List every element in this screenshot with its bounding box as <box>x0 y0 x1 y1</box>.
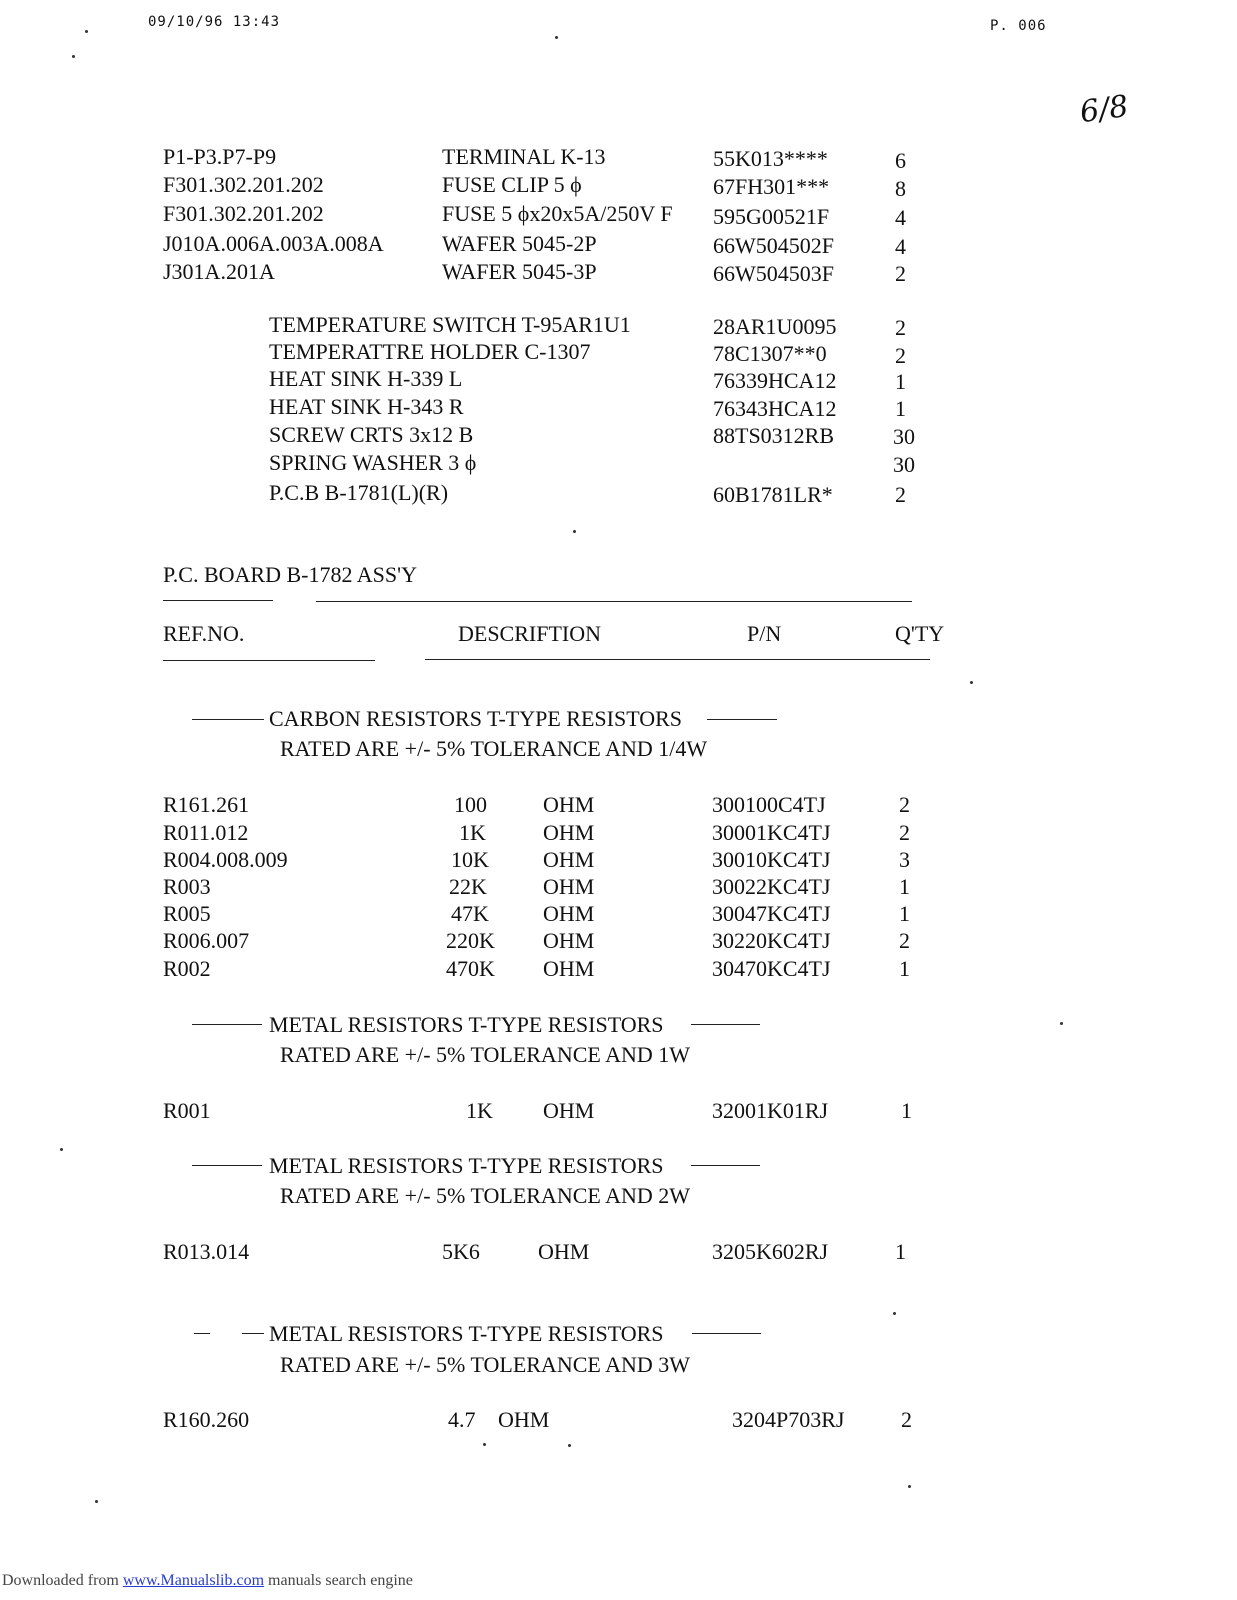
row-qty: 2 <box>899 928 910 953</box>
row-value: 1K <box>466 1098 493 1123</box>
part-desc: SCREW CRTS 3x12 B <box>269 422 474 447</box>
row-pn: 30010KC4TJ <box>712 847 831 872</box>
part-pn: 66W504503F <box>713 261 834 286</box>
section-dash-right <box>692 1333 761 1334</box>
part-pn: 67FH301*** <box>713 174 830 199</box>
row-ref: R002 <box>163 956 211 981</box>
part-ref: F301.302.201.202 <box>163 201 324 226</box>
part-desc: TEMPERATTRE HOLDER C-1307 <box>269 339 591 364</box>
board-title: P.C. BOARD B-1782 ASS'Y <box>163 562 417 587</box>
section-subheading: RATED ARE +/- 5% TOLERANCE AND 3W <box>280 1352 691 1377</box>
part-desc: HEAT SINK H-343 R <box>269 394 464 419</box>
part-ref: J301A.201A <box>163 259 275 284</box>
part-qty: 30 <box>893 424 915 449</box>
row-qty: 1 <box>899 874 910 899</box>
section-dash-left <box>192 1165 262 1166</box>
row-pn: 30220KC4TJ <box>712 928 831 953</box>
header-rule-top-right <box>316 601 912 602</box>
part-pn: 78C1307**0 <box>713 341 827 366</box>
part-qty: 6 <box>895 148 906 173</box>
part-desc: WAFER 5045-2P <box>442 231 597 256</box>
part-desc: FUSE CLIP 5 ϕ <box>442 172 582 197</box>
row-pn: 30047KC4TJ <box>712 901 831 926</box>
row-ref: R001 <box>163 1098 211 1123</box>
part-ref: F301.302.201.202 <box>163 172 324 197</box>
part-desc: HEAT SINK H-339 L <box>269 366 463 391</box>
section-subheading: RATED ARE +/- 5% TOLERANCE AND 1W <box>280 1042 691 1067</box>
scan-speck <box>555 36 558 39</box>
row-qty: 2 <box>899 792 910 817</box>
row-ref: R003 <box>163 874 211 899</box>
row-value: 5K6 <box>442 1239 480 1264</box>
part-qty: 2 <box>895 315 906 340</box>
row-unit: OHM <box>543 792 595 817</box>
part-pn: 28AR1U0095 <box>713 314 837 339</box>
part-qty: 2 <box>895 261 906 286</box>
section-dash-right <box>707 719 777 720</box>
row-unit: OHM <box>543 820 595 845</box>
fax-page-number: P. 006 <box>990 18 1047 34</box>
header-rule-top-left <box>163 600 273 601</box>
row-qty: 1 <box>901 1098 912 1123</box>
row-unit: OHM <box>543 874 595 899</box>
row-value: 470K <box>446 956 495 981</box>
part-desc: FUSE 5 ϕx20x5A/250V F <box>442 201 673 226</box>
section-dash-right <box>691 1165 760 1166</box>
row-unit: OHM <box>543 1098 595 1123</box>
section-dash-left <box>192 719 264 720</box>
fax-datetime: 09/10/96 13:43 <box>148 14 281 30</box>
part-pn: 595G00521F <box>713 204 830 229</box>
part-qty: 4 <box>895 234 906 259</box>
row-unit: OHM <box>543 956 595 981</box>
row-value: 22K <box>449 874 487 899</box>
row-qty: 1 <box>899 901 910 926</box>
scan-speck <box>483 1443 486 1446</box>
row-unit: OHM <box>538 1239 590 1264</box>
scan-speck <box>908 1485 911 1488</box>
part-desc: TEMPERATURE SWITCH T-95AR1U1 <box>269 312 631 337</box>
row-pn: 3205K602RJ <box>712 1239 829 1264</box>
part-pn: 60B1781LR* <box>713 482 833 507</box>
section-heading: METAL RESISTORS T-TYPE RESISTORS <box>269 1321 664 1346</box>
row-ref: R011.012 <box>163 820 249 845</box>
section-heading: METAL RESISTORS T-TYPE RESISTORS <box>269 1012 664 1037</box>
footer-link[interactable]: www.Manualslib.com <box>122 1572 265 1589</box>
row-value: 4.7 <box>448 1407 476 1432</box>
part-pn: 76343HCA12 <box>713 396 837 421</box>
column-qty: Q'TY <box>895 621 945 646</box>
row-ref: R160.260 <box>163 1407 250 1432</box>
section-subheading: RATED ARE +/- 5% TOLERANCE AND 2W <box>280 1183 691 1208</box>
row-pn: 32001K01RJ <box>712 1098 829 1123</box>
row-qty: 2 <box>899 820 910 845</box>
part-pn: 55K013**** <box>713 146 828 171</box>
scan-speck <box>970 681 973 684</box>
section-heading: METAL RESISTORS T-TYPE RESISTORS <box>269 1153 664 1178</box>
part-ref: J010A.006A.003A.008A <box>163 231 384 256</box>
row-pn: 3204P703RJ <box>732 1407 845 1432</box>
footer-prefix: Downloaded from <box>2 1572 123 1589</box>
part-pn: 88TS0312RB <box>713 423 835 448</box>
part-qty: 30 <box>893 452 915 477</box>
part-pn: 66W504502F <box>713 233 834 258</box>
row-pn: 30470KC4TJ <box>712 956 831 981</box>
part-qty: 1 <box>895 369 906 394</box>
row-qty: 2 <box>901 1407 912 1432</box>
row-qty: 3 <box>899 847 910 872</box>
row-value: 10K <box>451 847 489 872</box>
row-qty: 1 <box>899 956 910 981</box>
column-desc: DESCRIFTION <box>458 621 602 646</box>
column-pn: P/N <box>747 621 782 646</box>
part-qty: 2 <box>895 343 906 368</box>
row-pn: 300100C4TJ <box>712 792 826 817</box>
row-ref: R006.007 <box>163 928 250 953</box>
row-ref: R005 <box>163 901 211 926</box>
handwritten-page-mark: 6/8 <box>1077 88 1131 131</box>
row-unit: OHM <box>543 847 595 872</box>
part-qty: 4 <box>895 205 906 230</box>
row-value: 100 <box>454 792 487 817</box>
row-value: 47K <box>451 901 489 926</box>
header-rule-bottom-right <box>425 659 930 660</box>
row-unit: OHM <box>543 901 595 926</box>
part-desc: SPRING WASHER 3 ϕ <box>269 450 477 475</box>
scan-speck <box>893 1312 896 1315</box>
part-qty: 2 <box>895 482 906 507</box>
section-heading: CARBON RESISTORS T-TYPE RESISTORS <box>269 706 683 731</box>
part-ref: P1-P3.P7-P9 <box>163 144 277 169</box>
row-pn: 30001KC4TJ <box>712 820 831 845</box>
section-dash-left <box>192 1024 262 1025</box>
section-dash-left <box>194 1333 210 1334</box>
scan-speck <box>95 1500 98 1503</box>
header-rule-bottom-left <box>163 660 375 661</box>
row-pn: 30022KC4TJ <box>712 874 831 899</box>
footer-download-note <box>2 1572 413 1590</box>
scan-speck <box>568 1444 571 1447</box>
part-qty: 8 <box>895 176 906 201</box>
part-desc: TERMINAL K-13 <box>442 144 606 169</box>
section-dash-right <box>691 1024 760 1025</box>
row-value: 220K <box>446 928 495 953</box>
footer-suffix: manuals search engine <box>264 1572 413 1589</box>
row-ref: R004.008.009 <box>163 847 288 872</box>
part-qty: 1 <box>895 396 906 421</box>
part-desc: P.C.B B-1781(L)(R) <box>269 480 449 505</box>
part-desc: WAFER 5045-3P <box>442 259 597 284</box>
part-pn: 76339HCA12 <box>713 368 837 393</box>
scan-speck <box>72 55 75 58</box>
section-subheading: RATED ARE +/- 5% TOLERANCE AND 1/4W <box>280 736 708 761</box>
row-ref: R161.261 <box>163 792 250 817</box>
row-unit: OHM <box>498 1407 550 1432</box>
column-ref: REF.NO. <box>163 621 245 646</box>
scan-speck <box>60 1148 63 1151</box>
scan-speck <box>85 30 88 33</box>
scan-speck <box>573 530 576 533</box>
row-ref: R013.014 <box>163 1239 250 1264</box>
section-dash-left <box>242 1333 264 1334</box>
row-value: 1K <box>459 820 486 845</box>
row-unit: OHM <box>543 928 595 953</box>
scan-speck <box>1060 1022 1063 1025</box>
row-qty: 1 <box>895 1239 906 1264</box>
